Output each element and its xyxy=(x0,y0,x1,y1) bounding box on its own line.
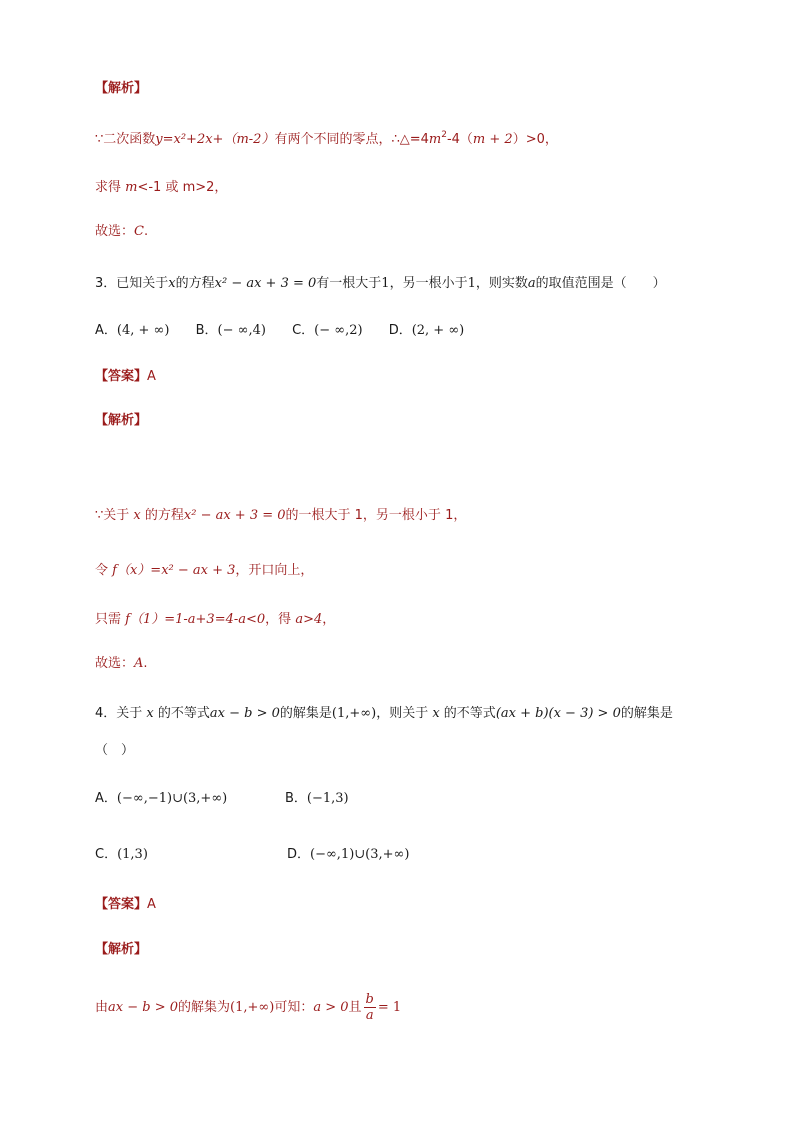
choice-letter: A xyxy=(134,656,144,671)
math-var: x xyxy=(432,706,440,721)
text: 的解集为 xyxy=(178,1000,231,1015)
option-a-label: A． xyxy=(95,323,117,338)
option-b-label: B． xyxy=(195,323,218,338)
option-b-value: (− ∞,4) xyxy=(217,323,266,338)
analysis-heading: 【解析】 xyxy=(95,81,148,96)
answer-value: A xyxy=(147,369,156,384)
option-b-value: (−1,3) xyxy=(306,791,349,806)
option-d-value: (2, + ∞) xyxy=(411,323,465,338)
text: 令 xyxy=(95,563,113,578)
text: 3．已知关于 xyxy=(95,276,169,291)
text: 故选： xyxy=(95,224,135,239)
text: 有一根大于 xyxy=(316,276,382,291)
inequality: (ax + b)(x − 3) > 0 xyxy=(495,706,621,721)
text: -4（ xyxy=(446,132,473,147)
text: 的不等式 xyxy=(439,706,496,721)
text: ）>0， xyxy=(512,132,558,147)
equation: x² − ax + 3 = 0 xyxy=(183,508,286,523)
equation: x² − ax + 3 = 0 xyxy=(214,276,317,291)
answer-value: A xyxy=(147,897,156,912)
analysis-heading: 【解析】 xyxy=(95,413,148,428)
text: ∵二次函数 xyxy=(95,132,156,147)
function-expression: f（x）= xyxy=(112,563,162,578)
question-3 xyxy=(95,275,666,293)
question-4-option-b xyxy=(285,790,349,808)
math-var: x xyxy=(133,508,141,523)
text: . xyxy=(143,224,149,239)
text: 求得 xyxy=(95,180,126,195)
inequality: ax − b > 0 xyxy=(209,706,280,721)
text: 的方程 xyxy=(140,508,184,523)
number: 1 xyxy=(467,276,476,291)
option-c-value: (1,3) xyxy=(117,847,148,862)
text: ，另一根小于 xyxy=(389,276,468,291)
function-expression: y=x²+2x+（m-2） xyxy=(155,132,275,147)
solution-set: (1,+∞) xyxy=(331,706,377,721)
math-var: a xyxy=(527,276,536,291)
text: 只需 xyxy=(95,612,126,627)
option-c-label: C． xyxy=(95,847,118,862)
text: 的不等式 xyxy=(153,706,210,721)
option-d-label: D． xyxy=(388,323,412,338)
text: 的取值范围是（ ） xyxy=(535,276,666,291)
answer-line xyxy=(95,368,156,386)
option-d-label: D． xyxy=(287,847,311,862)
math-var: x xyxy=(168,276,176,291)
equation: x² − ax + 3 xyxy=(161,563,236,578)
solution-line xyxy=(95,655,148,673)
analysis-heading: 【解析】 xyxy=(95,942,148,957)
solution-line xyxy=(95,992,401,1023)
text: = 1 xyxy=(377,1000,402,1015)
question-3-options xyxy=(95,322,464,340)
fraction-denominator: a xyxy=(365,1008,374,1023)
solution-line xyxy=(95,562,313,580)
function-expression: f（1）=1-a+3=4-a<0 xyxy=(125,612,266,627)
answer-label: 【答案】 xyxy=(95,897,148,912)
text: 由 xyxy=(95,1000,109,1015)
math-var: x xyxy=(146,706,154,721)
result: a>4 xyxy=(295,612,323,627)
solution-line xyxy=(95,179,227,197)
question-4-paren: （ ） xyxy=(95,743,135,758)
inequality: ax − b > 0 xyxy=(108,1000,179,1015)
text: . xyxy=(143,656,148,671)
text: ， xyxy=(322,612,336,627)
question-4-option-d xyxy=(287,846,409,864)
solution-line xyxy=(95,507,466,525)
question-4-options-row2 xyxy=(95,846,148,864)
option-c-label: C． xyxy=(292,323,315,338)
solution-line xyxy=(95,223,148,241)
option-a-value: (−∞,−1)∪(3,+∞) xyxy=(116,791,228,806)
text: ∵关于 xyxy=(95,508,134,523)
text: 故选： xyxy=(95,656,135,671)
text: 且 xyxy=(348,1000,362,1015)
number: 1 xyxy=(381,276,390,291)
option-c-value: (− ∞,2) xyxy=(314,323,363,338)
exponent: 2 xyxy=(441,130,447,140)
option-b-label: B． xyxy=(285,791,307,806)
question-4-options-row1 xyxy=(95,790,227,808)
text: 的方程 xyxy=(175,276,215,291)
question-4 xyxy=(95,705,673,723)
answer-line xyxy=(95,896,156,914)
option-a-label: A． xyxy=(95,791,117,806)
option-a-value: (4, + ∞) xyxy=(116,323,170,338)
text: ，开口向上， xyxy=(235,563,314,578)
text: 可知： xyxy=(274,1000,314,1015)
math-expression: m + 2 xyxy=(472,132,513,147)
text: ，则关于 xyxy=(376,706,433,721)
text: ，得 xyxy=(265,612,296,627)
text: 的解集是 xyxy=(620,706,673,721)
text: <-1 或 m>2， xyxy=(137,180,228,195)
math-var: m xyxy=(428,132,442,147)
solution-line xyxy=(95,611,335,629)
condition: a > 0 xyxy=(313,1000,349,1015)
answer-label: 【答案】 xyxy=(95,369,148,384)
choice-letter: C xyxy=(134,224,144,239)
text: ，则实数 xyxy=(475,276,528,291)
text: 的解集是 xyxy=(279,706,332,721)
solution-line xyxy=(95,131,558,149)
text: 4．关于 xyxy=(95,706,147,721)
option-d-value: (−∞,1)∪(3,+∞) xyxy=(310,847,410,862)
fraction xyxy=(364,992,376,1023)
text: 有两个不同的零点，∴△=4 xyxy=(274,132,429,147)
fraction-numerator: b xyxy=(365,992,374,1007)
text: 的一根大于 1，另一根小于 1， xyxy=(285,508,467,523)
solution-set: (1,+∞) xyxy=(230,1000,275,1015)
math-var: m xyxy=(125,180,138,195)
